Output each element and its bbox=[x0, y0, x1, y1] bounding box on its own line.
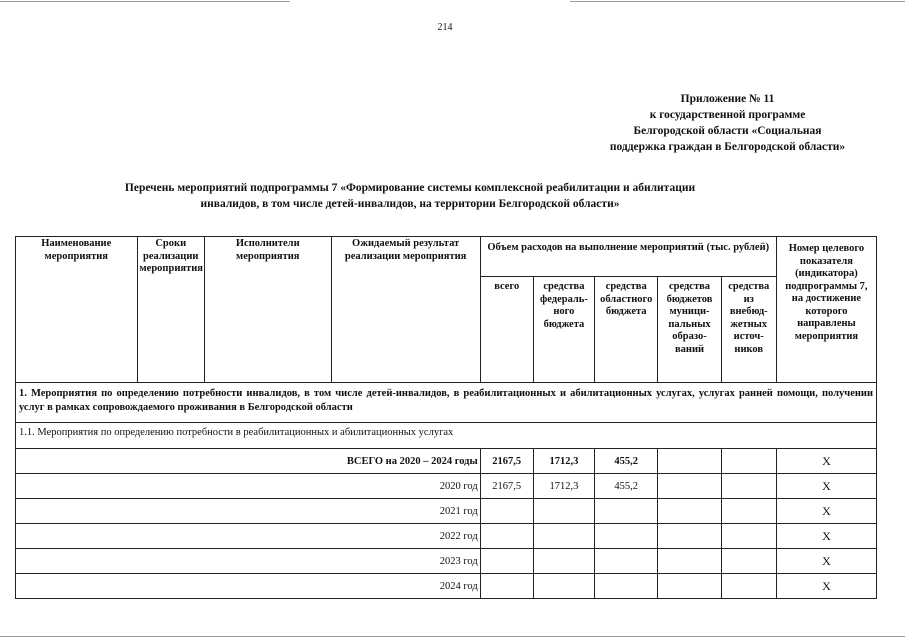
cell-municipal bbox=[658, 574, 721, 599]
cell-municipal bbox=[658, 549, 721, 574]
cell-regional bbox=[595, 499, 658, 524]
scan-line-top-left bbox=[0, 1, 290, 2]
cell-total bbox=[480, 499, 533, 524]
appendix-line: Белгородской области «Социальная bbox=[633, 125, 822, 137]
section-row bbox=[16, 383, 877, 423]
cell-total: 2167,5 bbox=[480, 449, 533, 474]
appendix-line: к государственной программе bbox=[649, 109, 806, 121]
cell-extra bbox=[721, 474, 776, 499]
table-row bbox=[16, 524, 877, 549]
section-title: 1. Мероприятия по определению потребности инвалидов, в том числе детей-инвалидов, в реабилитационных и абилитационных услугах, услугах ранней помощи, получении услуг в рамках сопровождаемого проживания в Белгородской области bbox=[16, 383, 877, 423]
cell-regional: 455,2 bbox=[595, 449, 658, 474]
cell-total: 2167,5 bbox=[480, 474, 533, 499]
table-row bbox=[16, 549, 877, 574]
table-row bbox=[16, 449, 877, 474]
header-row-1 bbox=[16, 237, 877, 277]
cell-extra bbox=[721, 574, 776, 599]
title-line-1: Перечень мероприятий подпрограммы 7 «Формирование системы комплексной реабилитации и абилитации bbox=[124, 182, 696, 194]
header-terms: Сроки реализации мероприятия bbox=[137, 237, 204, 383]
row-label: 2021 год bbox=[16, 499, 481, 524]
page-number: 214 bbox=[437, 22, 453, 33]
scan-line-top-right bbox=[570, 1, 905, 2]
cell-extra bbox=[721, 499, 776, 524]
subsection-title: 1.1. Мероприятия по определению потребности в реабилитационных и абилитационных услугах bbox=[16, 423, 877, 449]
title-line-2: инвалидов, в том числе детей-инвалидов, на территории Белгородской области» bbox=[200, 198, 620, 210]
row-label: 2020 год bbox=[16, 474, 481, 499]
cell-municipal bbox=[658, 474, 721, 499]
document-title bbox=[60, 180, 760, 212]
cell-federal bbox=[533, 549, 594, 574]
cell-extra bbox=[721, 549, 776, 574]
header-federal: средства федераль-ного бюджета bbox=[533, 277, 594, 383]
cell-indicator: X bbox=[776, 574, 876, 599]
table-row bbox=[16, 499, 877, 524]
cell-indicator: X bbox=[776, 499, 876, 524]
cell-federal: 1712,3 bbox=[533, 474, 594, 499]
cell-federal: 1712,3 bbox=[533, 449, 594, 474]
cell-federal bbox=[533, 574, 594, 599]
cell-indicator: X bbox=[776, 449, 876, 474]
appendix-line: поддержка граждан в Белгородской области» bbox=[609, 141, 846, 153]
subsection-row bbox=[16, 423, 877, 449]
cell-total bbox=[480, 549, 533, 574]
cell-municipal bbox=[658, 524, 721, 549]
table-row bbox=[16, 574, 877, 599]
row-label: 2023 год bbox=[16, 549, 481, 574]
scan-line-bottom bbox=[0, 636, 905, 637]
cell-indicator: X bbox=[776, 474, 876, 499]
table-row bbox=[16, 474, 877, 499]
row-label: 2024 год bbox=[16, 574, 481, 599]
cell-indicator: X bbox=[776, 549, 876, 574]
header-result: Ожидаемый результат реализации мероприятия bbox=[331, 237, 480, 383]
cell-extra bbox=[721, 449, 776, 474]
cell-regional: 455,2 bbox=[595, 474, 658, 499]
cell-total bbox=[480, 524, 533, 549]
cell-regional bbox=[595, 549, 658, 574]
cell-federal bbox=[533, 524, 594, 549]
cell-regional bbox=[595, 574, 658, 599]
measures-table bbox=[15, 236, 877, 599]
header-expenses: Объем расходов на выполнение мероприятий (тыс. рублей) bbox=[480, 237, 776, 277]
appendix-block bbox=[560, 91, 895, 155]
header-name: Наименование мероприятия bbox=[16, 237, 138, 383]
cell-federal bbox=[533, 499, 594, 524]
cell-municipal bbox=[658, 499, 721, 524]
cell-extra bbox=[721, 524, 776, 549]
cell-total bbox=[480, 574, 533, 599]
header-regional: средства областного бюджета bbox=[595, 277, 658, 383]
header-municipal: средства бюджетов муници-пальных образо-ваний bbox=[658, 277, 721, 383]
header-extra: средства из внебюд-жетных источ-ников bbox=[721, 277, 776, 383]
header-executors: Исполнители мероприятия bbox=[204, 237, 331, 383]
row-label: 2022 год bbox=[16, 524, 481, 549]
row-label: ВСЕГО на 2020 – 2024 годы bbox=[16, 449, 481, 474]
cell-municipal bbox=[658, 449, 721, 474]
header-total: всего bbox=[480, 277, 533, 383]
appendix-line: Приложение № 11 bbox=[680, 93, 775, 105]
cell-regional bbox=[595, 524, 658, 549]
header-indicator: Номер целевого показателя (индикатора) подпрограммы 7, на достижение которого направлены мероприятия bbox=[776, 237, 876, 383]
cell-indicator: X bbox=[776, 524, 876, 549]
